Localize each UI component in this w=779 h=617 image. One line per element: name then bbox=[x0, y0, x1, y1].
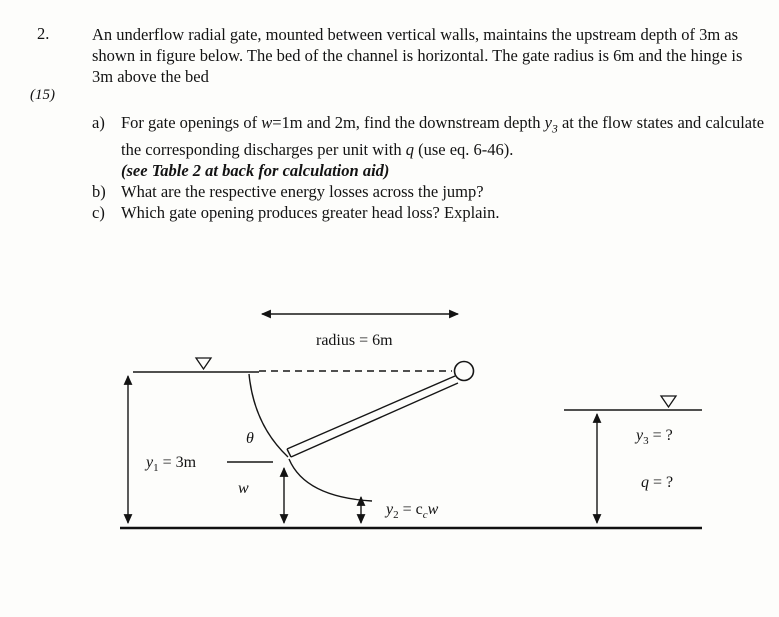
w-label: w bbox=[238, 480, 249, 497]
part-a-label: a) bbox=[92, 113, 105, 132]
part-c-text: Which gate opening produces greater head loss? Explain. bbox=[121, 203, 500, 223]
points-badge: (15) bbox=[30, 87, 55, 103]
q-symbol: q bbox=[405, 140, 414, 160]
part-b-text: What are the respective energy losses across the jump? bbox=[121, 182, 484, 202]
water-surface-symbol-left bbox=[196, 358, 211, 369]
radius-label: radius = 6m bbox=[316, 332, 393, 349]
hinge-circle bbox=[455, 362, 474, 381]
gate-arm bbox=[287, 376, 458, 457]
problem-number: 2. bbox=[37, 24, 50, 43]
y3-symbol: y bbox=[544, 113, 552, 132]
part-a-seg4: (use eq. 6-46). bbox=[413, 140, 514, 160]
part-a-seg3: at the flow states and calculate the corresponding discharges per unit with bbox=[121, 113, 765, 160]
part-c-label: c) bbox=[92, 203, 105, 223]
problem-intro: An underflow radial gate, mounted between vertical walls, maintains the upstream depth of 3m as shown in figure below. The bed of the channel is horizontal. The gate radius is 6m and the hinge is 3m above the bed bbox=[92, 25, 743, 86]
water-surface-symbol-right bbox=[661, 396, 676, 407]
part-b-label: b) bbox=[92, 182, 106, 202]
jet-surface-curve bbox=[289, 459, 372, 501]
part-a-seg1: For gate openings of bbox=[121, 113, 262, 132]
part-a-seg2: =1m and 2m, find the downstream depth bbox=[272, 113, 545, 132]
y3-subscript: 3 bbox=[551, 121, 558, 136]
q-label: q = ? bbox=[641, 474, 674, 491]
w-symbol: w bbox=[261, 113, 273, 132]
part-a-note: (see Table 2 at back for calculation aid) bbox=[121, 161, 390, 181]
theta-label: θ bbox=[246, 430, 254, 447]
gate-face-curve bbox=[249, 374, 288, 457]
y2-label: $y_2 = c_cw$ bbox=[386, 501, 439, 521]
y1-label: $y_1 = 3m$ bbox=[146, 454, 197, 474]
y3-label: $y_3$ = ? bbox=[636, 427, 673, 447]
